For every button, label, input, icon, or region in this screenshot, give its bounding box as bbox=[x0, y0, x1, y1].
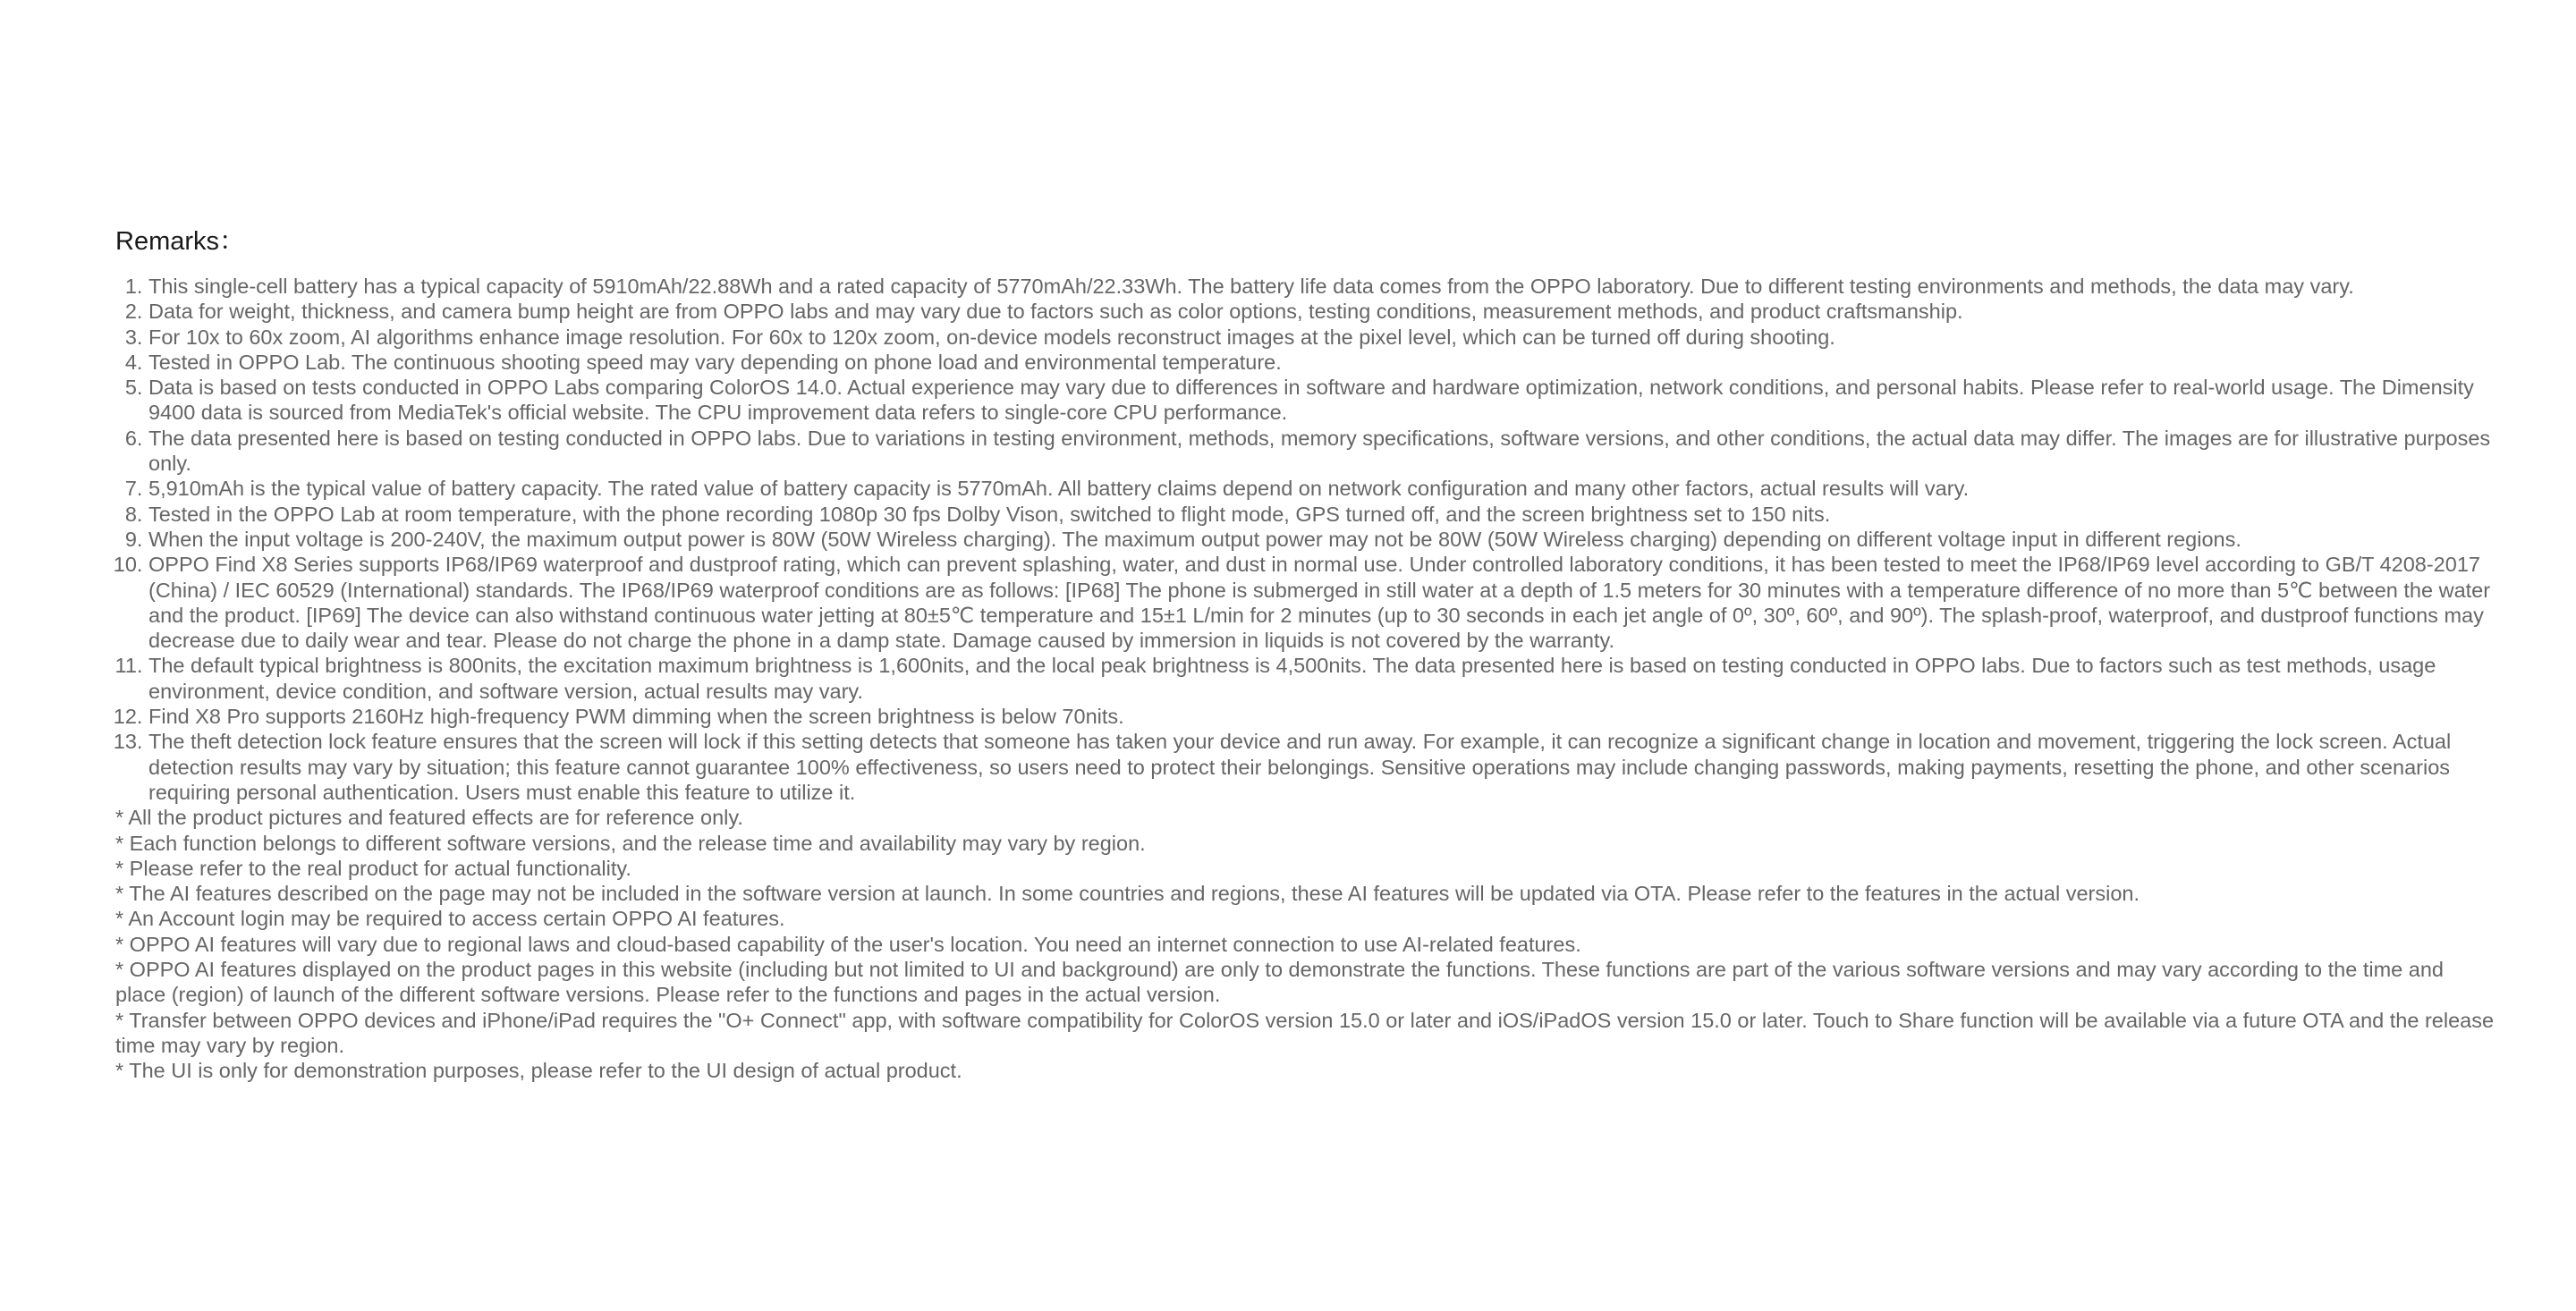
remark-item-9: 9. When the input voltage is 200-240V, the maximum output power is 80W (50W Wireless charging). The maximum output power may not be 80W (50W Wireless charging) depending on different voltage input in different regions. bbox=[148, 527, 2495, 552]
footnote-1: * All the product pictures and featured effects are for reference only. bbox=[115, 806, 743, 830]
remark-item-11: 11. The default typical brightness is 800nits, the excitation maximum brightness is 1,600nits, and the local peak brightness is 4,500nits. The data presented here is based on testing conducted in OPPO labs. Due to factors such as test methods, usage environment, device condition, and software version, actual results may vary. bbox=[148, 653, 2495, 704]
footnote-8: * Transfer between OPPO devices and iPhone/iPad requires the "O+ Connect" app, with software compatibility for ColorOS version 15.0 or later and iOS/iPadOS version 15.0 or later. Touch to Share function will be available via a future OTA and the release time may vary by region. bbox=[115, 1008, 2495, 1057]
remark-item-8: 8. Tested in the OPPO Lab at room temperature, with the phone recording 1080p 30 fps Dolby Vison, switched to flight mode, GPS turned off, and the screen brightness set to 150 nits. bbox=[148, 502, 2495, 527]
remark-item-3: 3. For 10x to 60x zoom, AI algorithms enhance image resolution. For 60x to 120x zoom, on-device models reconstruct images at the pixel level, which can be turned off during shooting. bbox=[148, 325, 2495, 350]
footnote-4: * The AI features described on the page may not be included in the software version at launch. In some countries and regions, these AI features will be updated via OTA. Please refer to the features in the actual version. bbox=[115, 882, 2140, 906]
footnote-3: * Please refer to the real product for actual functionality. bbox=[115, 856, 631, 880]
remark-item-12: 12. Find X8 Pro supports 2160Hz high-frequency PWM dimming when the screen brightness is below 70nits. bbox=[148, 704, 2495, 729]
remark-item-13: 13. The theft detection lock feature ensures that the screen will lock if this setting detects that someone has taken your device and run away. For example, it can recognize a significant change in location and movement, triggering the lock screen. Actual detection results may vary by situation; this feature cannot guarantee 100% effectiveness, so users need to protect their belongings. Sensitive operations may include changing passwords, making payments, resetting the phone, and other scenarios requiring personal authentication. Users must enable this feature to utilize it. bbox=[148, 729, 2495, 805]
remark-item-4: 4. Tested in OPPO Lab. The continuous shooting speed may vary depending on phone load and environmental temperature. bbox=[148, 350, 2495, 375]
remark-item-7: 7. 5,910mAh is the typical value of battery capacity. The rated value of battery capacity is 5770mAh. All battery claims depend on network configuration and many other factors, actual results will vary. bbox=[148, 476, 2495, 501]
remark-item-2: 2. Data for weight, thickness, and camera bump height are from OPPO labs and may vary due to factors such as color options, testing conditions, measurement methods, and product craftsmanship. bbox=[148, 299, 2495, 324]
remarks-title: Remarks： bbox=[115, 227, 246, 256]
remark-item-5: 5. Data is based on tests conducted in OPPO Labs comparing ColorOS 14.0. Actual experience may vary due to differences in software and hardware optimization, network conditions, and personal habits. Please refer to real-world usage. The Dimensity 9400 data is sourced from MediaTek's official website. The CPU improvement data refers to single-core CPU performance. bbox=[148, 375, 2495, 426]
footnote-5: * An Account login may be required to access certain OPPO AI features. bbox=[115, 907, 785, 931]
footnote-6: * OPPO AI features will vary due to regional laws and cloud-based capability of the user's location. You need an internet connection to use AI-related features. bbox=[115, 932, 1581, 956]
footnote-2: * Each function belongs to different software versions, and the release time and availability may vary by region. bbox=[115, 831, 1146, 855]
remarks-section bbox=[115, 225, 2495, 1084]
remark-item-10: 10. OPPO Find X8 Series supports IP68/IP69 waterproof and dustproof rating, which can prevent splashing, water, and dust in normal use. Under controlled laboratory conditions, it has been tested to meet the IP68/IP69 level according to GB/T 4208-2017 (China) / IEC 60529 (International) standards. The IP68/IP69 waterproof conditions are as follows: [IP68] The phone is submerged in still water at a depth of 1.5 meters for 30 minutes with a temperature difference of no more than 5℃ between the water and the product. [IP69] The device can also withstand continuous water jetting at 80±5℃ temperature and 15±1 L/min for 2 minutes (up to 30 seconds in each jet angle of 0º, 30º, 60º, and 90º). The splash-proof, waterproof, and dustproof functions may decrease due to daily wear and tear. Please do not charge the phone in a damp state. Damage caused by immersion in liquids is not covered by the warranty. bbox=[148, 552, 2495, 653]
remarks-list bbox=[115, 274, 2495, 805]
footnotes bbox=[115, 805, 2495, 1083]
remark-item-1: 1. This single-cell battery has a typical capacity of 5910mAh/22.88Wh and a rated capacity of 5770mAh/22.33Wh. The battery life data comes from the OPPO laboratory. Due to different testing environments and methods, the data may vary. bbox=[148, 274, 2495, 299]
footnote-9: * The UI is only for demonstration purposes, please refer to the UI design of actual product. bbox=[115, 1059, 962, 1083]
footnote-7: * OPPO AI features displayed on the product pages in this website (including but not limited to UI and background) are only to demonstrate the functions. These functions are part of the various software versions and may vary according to the time and place (region) of launch of the different software versions. Please refer to the functions and pages in the actual version. bbox=[115, 958, 2444, 1007]
remark-item-6: 6. The data presented here is based on testing conducted in OPPO labs. Due to variations in testing environment, methods, memory specifications, software versions, and other conditions, the actual data may differ. The images are for illustrative purposes only. bbox=[148, 426, 2495, 477]
